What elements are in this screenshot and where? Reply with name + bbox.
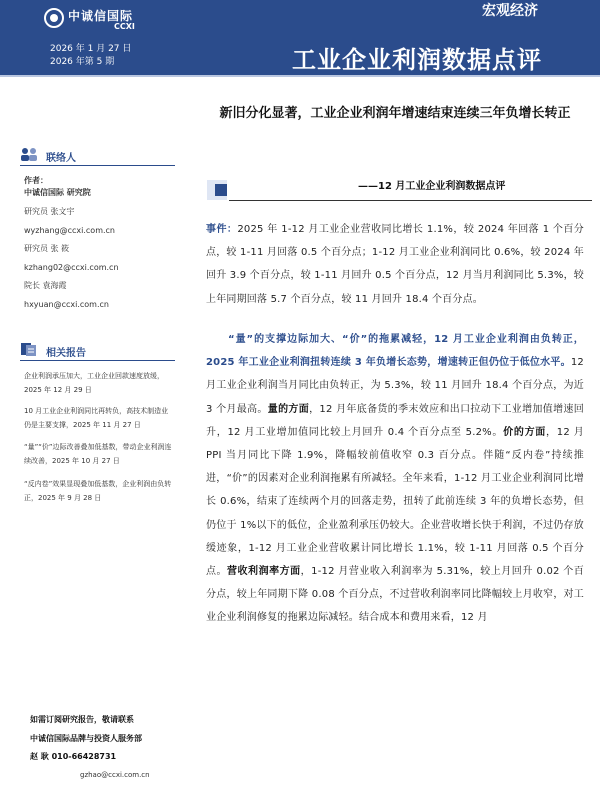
contacts-icon: [20, 147, 38, 161]
report-category: 宏观经济: [482, 3, 538, 19]
price-heading: 价的方面: [503, 426, 547, 438]
related-reports-heading: [20, 340, 175, 362]
institute-name: 中诚信国际 研究院: [24, 188, 91, 197]
report-main-title: 工业企业利润数据点评: [292, 46, 542, 74]
related-report-item[interactable]: “反内卷”效果显现叠加低基数，企业利润由负转正，2025 年 9 月 28 日: [24, 480, 172, 502]
contact-role: 院长 袁海霞: [24, 281, 67, 290]
sidebar: [0, 77, 180, 800]
volume-heading: 量的方面: [267, 403, 310, 415]
event-text: 2025 年 1-12 月工业企业营收同比增长 1.1%，较 2024 年回落 1 个百分点，较 1-11 月回落 0.5 个百分点；1-12 月工业企业利润同比 0.6%，较 2024 年回升 3.9 个百分点，较 1-11 月回升 0.5 个百分点，12 月当月利润同比 5.3%，较上年同期回落 5.7 个百分点，较 11 月回升 18.4 个百分点。: [206, 224, 584, 305]
article-subtitle: ——12 月工业企业利润数据点评: [358, 181, 506, 192]
ccxi-logo-icon: [44, 8, 64, 28]
service-contact: 赵 耿 010-66428731: [30, 752, 117, 761]
related-report-item[interactable]: 企业利润承压加大，工业企业回款速度放缓，2025 年 12 月 29 日: [24, 372, 164, 394]
service-email[interactable]: gzhao@ccxi.com.cn: [80, 771, 150, 779]
analysis-lead: “量”的支撑边际加大、“价”的拖累减轻，12 月工业企业利润由负转正，2025 年工业企业利润扭转连续 3 年负增长态势，增速转正但仍位于低位水平。: [206, 334, 584, 369]
subscribe-note: 如需订阅研究报告，敬请联系: [30, 715, 134, 724]
related-reports-label: 相关报告: [46, 348, 86, 359]
volume-text: ，12 月年底备货的季末效应和出口拉动下工业增加值增速回升，12 月工业增加值同比较上月回升 0.4 个百分点至 5.2%。: [206, 403, 584, 438]
contact-email[interactable]: kzhang02@ccxi.com.cn: [24, 263, 119, 272]
contact-email[interactable]: wyzhang@ccxi.com.cn: [24, 226, 115, 235]
report-issue: 2026 年第 5 期: [50, 57, 115, 67]
related-reports-rule: [20, 360, 175, 361]
event-lead: 事件：: [206, 224, 238, 235]
report-header: [0, 0, 600, 75]
logo-name-cn: 中诚信国际: [68, 9, 134, 23]
report-icon: [20, 342, 38, 356]
report-date: 2026 年 1 月 27 日: [50, 44, 132, 54]
price-text: ，12 月 PPI 当月同比下降 1.9%，降幅较前值收窄 0.3 百分点。伴随“反内卷”持续推进，“价”的因素对企业利润拖累有所减轻。全年来看，1-12 月工业企业利润同比增长 0.6%，结束了连续两个月的回落走势，扭转了此前连续 3 年的负增长态势，但仍位于 1%以下的低位，企业盈利承压仍较大。企业营收增长快于利润，不过仍存放缓迹象，1-12 月工业企业营收累计同比增长 1.1%，较 1-11 月回落 0.5 个百分点。: [206, 426, 584, 578]
margin-heading: 营收利润率方面: [227, 566, 301, 578]
paragraph-event: [206, 218, 584, 311]
contacts-heading-rule: [20, 165, 175, 166]
contact-email[interactable]: hxyuan@ccxi.com.cn: [24, 300, 109, 309]
related-report-item[interactable]: “量”“价”边际改善叠加低基数，带动企业利润连续改善，2025 年 10 月 27 日: [24, 443, 172, 465]
article-title: 新旧分化显著，工业企业利润年增速结束连续三年负增长转正: [219, 106, 571, 121]
service-dept: 中诚信国际品牌与投资人服务部: [30, 734, 142, 743]
paragraph-analysis: [206, 328, 584, 630]
logo-name-en: CCXI: [114, 22, 135, 31]
analysis-text: 12 月工业企业利润当月同比由负转正，为 5.3%，较 11 月回升 18.4 个百分点，为近 3 个月最高。: [206, 357, 584, 415]
contact-role: 研究员 张 筱: [24, 244, 70, 253]
authors-label: 作者：: [24, 176, 48, 185]
contact-role: 研究员 张文宇: [24, 207, 75, 216]
contacts-heading-label: 联络人: [46, 153, 76, 164]
subtitle-rule: [229, 200, 592, 201]
subtitle-marker-icon: [207, 180, 227, 200]
contacts-heading: [20, 145, 175, 167]
margin-text: ，1-12 月营业收入利润率为 5.31%，较上月回升 0.02 个百分点，较上年同期下降 0.08 个百分点，不过营收利润率同比降幅较上月收窄，对工业企业利润修复的拖累边际减轻。结合成本和费用来看，12 月: [206, 566, 584, 624]
related-report-item[interactable]: 10 月工业企业利润同比再转负，高技术制造业仍是主要支撑，2025 年 11 月 27 日: [24, 407, 169, 429]
